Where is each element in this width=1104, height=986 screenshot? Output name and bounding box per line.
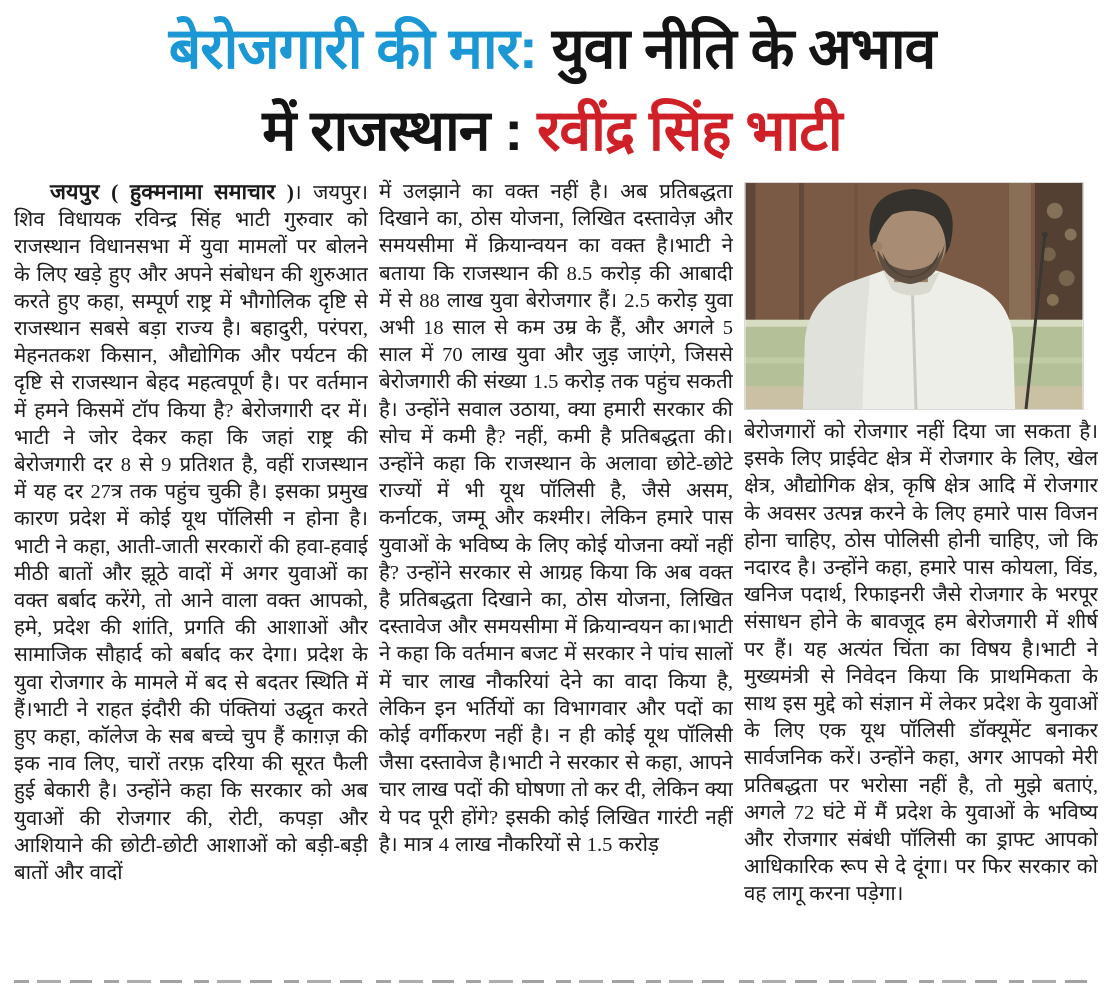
column-1 xyxy=(14,179,368,979)
column-3-paragraph: बेरोजगारों को रोजगार नहीं दिया जा सकता है। इसके लिए प्राईवेट क्षेत्र में रोजगार के लिए, खेल क्षेत्र, औद्योगिक क्षेत्र, कृषि क्षेत्र आदि में रोजगार के अवसर उत्पन्न करने के लिए हमारे पास विजन होना चाहिए, ठोस पोलिसी होनी चाहिए, जो कि नदारद है। उन्होंने कहा, हमारे पास कोयला, विंड, खनिज पदार्थ, रिफाइनरी जैसे रोजगार के भरपूर संसाधन होने के बावजूद हम बेरोजगारी में शीर्ष पर हैं। यह अत्यंत चिंता का विषय है।भाटी ने मुख्यमंत्री से निवेदन किया कि प्राथमिकता के साथ इस मुद्दे को संज्ञान में लेकर प्रदेश के युवाओं के लिए एक यूथ पॉलिसी डॉक्यूमेंट बनाकर सार्वजनिक करें। उन्होंने कहा, अगर आपको मेरी प्रतिबद्धता पर भरोसा नहीं है, तो मुझे बताएं, अगले 72 घंटे में मैं प्रदेश के युवाओं के भविष्य और रोजगार संबंधी पॉलिसी का ड्राफ्ट आपको आधिकारिक रूप से दे दूंगा। पर फिर सरकार को वह लागू करना पड़ेगा। xyxy=(744,421,1098,906)
cutoff-text-col1 xyxy=(14,980,365,983)
cutoff-text-col2 xyxy=(376,980,727,983)
assembly-photo-graphic xyxy=(745,183,1083,409)
column-1-text: । जयपुर। शिव विधायक रविन्द्र सिंह भाटी गुरुवार को राजस्थान विधानसभा में युवा मामलों पर बोलने के लिए खड़े हुए और अपने संबोधन की शुरुआत करते हुए कहा, सम्पूर्ण राष्ट्र में भौगोलिक दृष्टि से राजस्थान सबसे बड़ा राज्य है। बहादुरी, परंपरा, मेहनतकश किसान, औद्योगिक और पर्यटन की दृष्टि से राजस्थान बेहद महत्वपूर्ण है। पर वर्तमान में हमने किसमें टॉप किया है? बेरोजगारी दर में।भाटी ने जोर देकर कहा कि जहां राष्ट्र की बेरोजगारी दर 8 से 9 प्रतिशत है, वहीं राजस्थान में यह दर 27त्र तक पहुंच चुकी है। इसका प्रमुख कारण प्रदेश में कोई यूथ पॉलिसी न होना है। भाटी ने कहा, आती-जाती सरकारों की हवा-हवाई मीठी बातों और झूठे वादों में अगर युवाओं का वक्त बर्बाद करेंगे, तो आने वाला वक्त आपको, हमे, प्रदेश की शांति, प्रगति की आशाओं और सामाजिक सौहार्द को बर्बाद कर देगा। प्रदेश के युवा रोजगार के मामले में बद से बदतर स्थिति में हैं।भाटी ने राहत इंदौरी की पंक्तियां उद्धृत करते हुए कहा, कॉलेज के सब बच्चे चुप हैं काग़ज़ की इक नाव लिए, चारों तरफ़ दरिया की सूरत फैली हुई बेकारी है। उन्होंने कहा कि सरकार को अब युवाओं की रोजगार की, रोटी, कपड़ा और आशियाने की छोटी-छोटी आशाओं को बड़ी-बड़ी बातों और वादों xyxy=(14,182,368,885)
column-2 xyxy=(379,179,733,979)
column-2-paragraph: में उलझाने का वक्त नहीं है। अब प्रतिबद्धता दिखाने का, ठोस योजना, लिखित दस्तावेज़ और समयसीमा में क्रियान्वयन का वक्त है।भाटी ने बताया कि राजस्थान की 8.5 करोड़ की आबादी में से 88 लाख युवा बेरोजगार हैं। 2.5 करोड़ युवा अभी 18 साल से कम उम्र के हैं, और अगले 5 साल में 70 लाख युवा और जुड़ जाएंगे, जिससे बेरोजगारी की संख्या 1.5 करोड़ तक पहुंच सकती है। उन्होंने सवाल उठाया, क्या हमारी सरकार की सोच में कमी है? नहीं, कमी है प्रतिबद्धता की।उन्होंने कहा कि राजस्थान के अलावा छोटे-छोटे राज्यों में भी यूथ पॉलिसी है, जैसे असम, कर्नाटक, जम्मू और कश्मीर। लेकिन हमारे पास युवाओं के भविष्य के लिए कोई योजना क्यों नहीं है? उन्होंने सरकार से आग्रह किया कि अब वक्त है प्रतिबद्धता दिखाने का, ठोस योजना, लिखित दस्तावेज और समयसीमा में क्रियान्वयन का।भाटी ने कहा कि वर्तमान बजट में सरकार ने पांच सालों में चार लाख नौकरियां देने का वादा किया है, लेकिन इन भर्तियों का विभागवार और पदों का कोई वर्गीकरण नहीं है। न ही कोई यूथ पॉलिसी जैसा दस्तावेज है।भाटी ने सरकार से कहा, आपने चार लाख पदों की घोषणा तो कर दी, लेकिन क्या ये पद पूरी होंगे? इसकी कोई लिखित गारंटी नहीं है। मात्र 4 लाख नौकरियों से 1.5 करोड़ xyxy=(379,181,733,856)
headline-line1-black: युवा नीति के अभाव xyxy=(536,17,936,81)
headline-line-2 xyxy=(0,90,1104,172)
assembly-photo xyxy=(744,182,1084,410)
headline-kicker: बेरोजगारी की मार: xyxy=(168,17,537,81)
headline-speaker-name: रवींद्र सिंह भाटी xyxy=(537,99,842,163)
column-3 xyxy=(744,179,1098,979)
headline-line2-black: में राजस्थान : xyxy=(262,99,538,163)
cutoff-text-row xyxy=(14,978,1090,984)
column-1-paragraph xyxy=(14,179,368,887)
cutoff-text-col3 xyxy=(739,980,1090,983)
article-headline xyxy=(0,0,1104,172)
dateline: जयपुर ( हुक्मनामा समाचार ) xyxy=(50,180,294,204)
article-body xyxy=(0,179,1104,979)
headline-line-1 xyxy=(0,8,1104,90)
